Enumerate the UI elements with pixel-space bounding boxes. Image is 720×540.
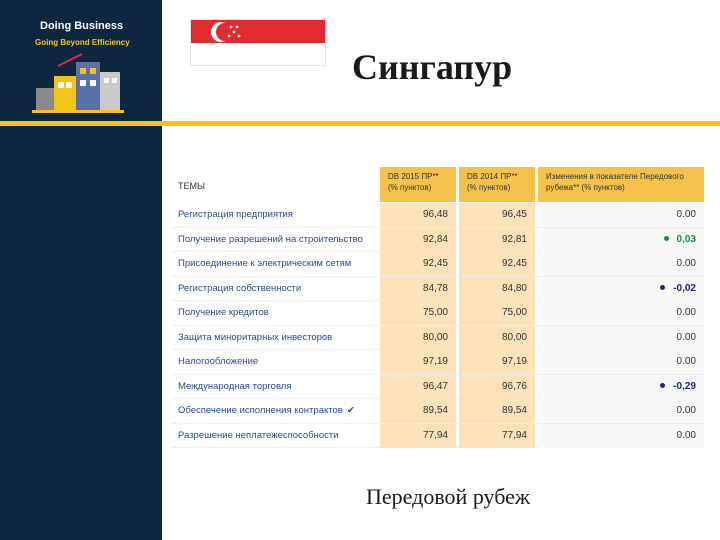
table-row bbox=[172, 301, 704, 326]
crescent-stars-icon bbox=[199, 20, 259, 44]
change-cell: 0.00 bbox=[538, 350, 704, 374]
db2015-cell: 84,78 bbox=[380, 277, 456, 301]
table-row bbox=[172, 326, 704, 351]
change-cell: 0.00 bbox=[538, 399, 704, 423]
change-cell: -0,02 bbox=[538, 277, 704, 301]
db2015-cell: 80,00 bbox=[380, 326, 456, 350]
table-row bbox=[172, 252, 704, 277]
header-db2015: DB 2015 ПР** (% пунктов) bbox=[380, 167, 456, 202]
topic-cell: Регистрация предприятия bbox=[178, 209, 293, 220]
header-db2014: DB 2014 ПР** (% пунктов) bbox=[459, 167, 535, 202]
db2015-cell: 96,48 bbox=[380, 203, 456, 227]
table-row bbox=[172, 375, 704, 400]
indicators-table bbox=[172, 167, 704, 448]
db2014-cell: 92,45 bbox=[459, 252, 535, 276]
db2014-cell: 77,94 bbox=[459, 424, 535, 448]
trend-up-icon bbox=[664, 236, 669, 241]
topic-cell: Присоединение к электрическим сетям bbox=[178, 258, 352, 269]
change-cell: 0.00 bbox=[538, 203, 704, 227]
table-row bbox=[172, 424, 704, 449]
table-row bbox=[172, 399, 704, 424]
header-change: Изменения в показателе Передового рубежа** (% пунктов) bbox=[538, 167, 704, 202]
db2014-cell: 97,19 bbox=[459, 350, 535, 374]
db2015-cell: 97,19 bbox=[380, 350, 456, 374]
table-body bbox=[172, 203, 704, 448]
topic-cell: Обеспечение исполнения контрактов ✔ bbox=[178, 405, 355, 416]
change-cell: 0.00 bbox=[538, 301, 704, 325]
topic-cell: Налогообложение bbox=[178, 356, 259, 367]
change-cell: 0.00 bbox=[538, 424, 704, 448]
table-header bbox=[172, 167, 704, 203]
check-icon: ✔ bbox=[346, 405, 355, 416]
change-cell: 0.00 bbox=[538, 252, 704, 276]
brand-title: Doing Business bbox=[40, 20, 124, 32]
db2014-cell: 84,80 bbox=[459, 277, 535, 301]
table-row bbox=[172, 350, 704, 375]
db2014-cell: 75,00 bbox=[459, 301, 535, 325]
db2015-cell: 96,47 bbox=[380, 375, 456, 399]
change-cell: 0,03 bbox=[538, 228, 704, 252]
topic-cell: Международная торговля bbox=[178, 380, 292, 392]
change-cell: 0.00 bbox=[538, 326, 704, 350]
db2015-cell: 89,54 bbox=[380, 399, 456, 423]
topic-cell: Получение разрешений на строительство bbox=[178, 233, 363, 245]
sidebar bbox=[0, 0, 162, 540]
table-row bbox=[172, 228, 704, 253]
db2015-cell: 92,84 bbox=[380, 228, 456, 252]
trend-down-icon bbox=[660, 383, 665, 388]
slide-footer: Передовой рубеж bbox=[366, 484, 531, 509]
db2014-cell: 80,00 bbox=[459, 326, 535, 350]
db2014-cell: 96,76 bbox=[459, 375, 535, 399]
db2014-cell: 89,54 bbox=[459, 399, 535, 423]
topic-cell: Разрешение неплатежеспособности bbox=[178, 429, 339, 441]
table-row bbox=[172, 203, 704, 228]
db2015-cell: 75,00 bbox=[380, 301, 456, 325]
header-topics: ТЕМЫ bbox=[178, 181, 205, 191]
table-row bbox=[172, 277, 704, 302]
topic-cell: Регистрация собственности bbox=[178, 282, 302, 294]
brand-subtitle: Going Beyond Efficiency bbox=[35, 38, 130, 47]
singapore-flag bbox=[190, 19, 326, 66]
trend-down-icon bbox=[660, 285, 665, 290]
topic-cell: Получение кредитов bbox=[178, 307, 269, 318]
header-divider bbox=[0, 121, 720, 126]
topic-cell: Защита миноритарных инвесторов bbox=[178, 331, 333, 343]
db2014-cell: 92,81 bbox=[459, 228, 535, 252]
doing-business-logo bbox=[28, 48, 138, 116]
db2014-cell: 96,45 bbox=[459, 203, 535, 227]
change-cell: -0,29 bbox=[538, 375, 704, 399]
db2015-cell: 92,45 bbox=[380, 252, 456, 276]
slide-title: Сингапур bbox=[352, 47, 513, 87]
db2015-cell: 77,94 bbox=[380, 424, 456, 448]
